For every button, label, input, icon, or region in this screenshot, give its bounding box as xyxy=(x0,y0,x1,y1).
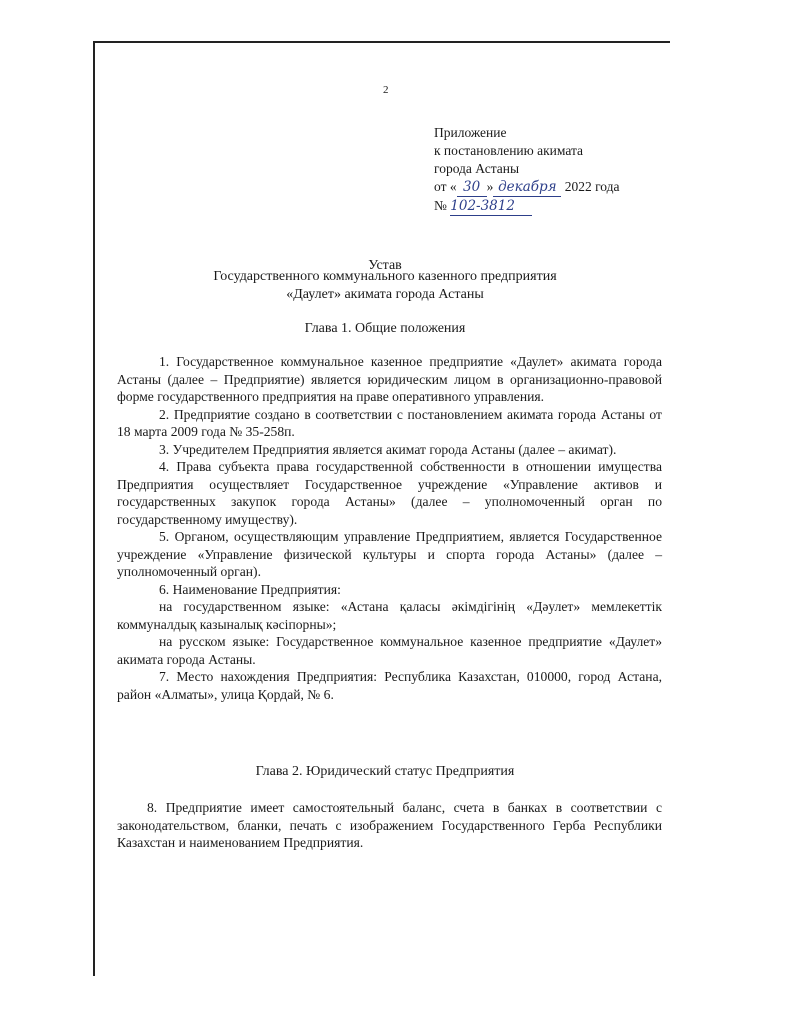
paragraph-6-kz: на государственном языке: «Астана қаласы әкімдігінің «Дәулет» мемлекеттік коммуналдық казыналық кәсіпорны»; xyxy=(117,599,662,632)
date-suffix: 2022 года xyxy=(564,179,620,194)
appendix-number xyxy=(434,197,674,216)
date-prefix: от « xyxy=(434,179,457,194)
handwritten-number: 102-3812 xyxy=(450,197,532,216)
paragraph-6-ru: на русском языке: Государственное коммунальное казенное предприятие «Даулет» акимата города Астаны. xyxy=(117,634,662,667)
handwritten-month: декабря xyxy=(493,178,561,197)
document-subtitle-2: «Даулет» акимата города Астаны xyxy=(286,287,484,302)
paragraph-3: 3. Учредителем Предприятия является акимат города Астаны (далее – акимат). xyxy=(159,441,617,457)
paragraph-1: 1. Государственное коммунальное казенное предприятие «Даулет» акимата города Астаны (далее – Предприятие) является юридическим лицом в организационно-правовой форме государственного предприятия на праве оперативного управления. xyxy=(117,354,662,404)
page-number: 2 xyxy=(383,84,389,96)
appendix-date xyxy=(434,178,674,197)
appendix-line3: города Астаны xyxy=(434,161,520,176)
chapter-1-body xyxy=(117,353,662,703)
paragraph-4: 4. Права субъекта права государственной собственности в отношении имущества Предприятия осуществляет Государственное учреждение «Управление активов и государственных закупок города Астаны» (далее – уполномоченный орган по государственному имуществу). xyxy=(117,459,662,527)
appendix-line1: Приложение xyxy=(434,125,507,140)
handwritten-day: 30 xyxy=(457,178,487,197)
scan-border-left xyxy=(93,41,95,976)
paragraph-8: 8. Предприятие имеет самостоятельный баланс, счета в банках в соответствии с законодательством, бланки, печать с изображением Государственного Герба Республики Казахстан и наименованием Предприятия. xyxy=(117,800,662,850)
document-subtitle-1: Государственного коммунального казенного предприятия xyxy=(213,269,557,284)
chapter-2-body xyxy=(117,799,662,852)
number-prefix: № xyxy=(434,198,447,213)
chapter-1-heading: Глава 1. Общие положения xyxy=(304,321,466,336)
paragraph-5: 5. Органом, осуществляющим управление Предприятием, является Государственное учреждение «Управление физической культуры и спорта города Астаны» (далее – уполномоченный орган). xyxy=(117,529,662,579)
date-mid: » xyxy=(486,179,494,194)
chapter-2-heading: Глава 2. Юридический статус Предприятия xyxy=(255,764,515,779)
appendix-line2: к постановлению акимата xyxy=(434,143,584,158)
appendix-block xyxy=(434,124,674,216)
document-title: Устав xyxy=(368,258,402,273)
paragraph-2: 2. Предприятие создано в соответствии с постановлением акимата города Астаны от 18 марта 2009 года № 35-258п. xyxy=(117,406,662,439)
paragraph-7: 7. Место нахождения Предприятия: Республика Казахстан, 010000, город Астана, район «Алматы», улица Қордай, № 6. xyxy=(117,669,662,702)
paragraph-6: 6. Наименование Предприятия: xyxy=(159,581,341,597)
scan-border-top xyxy=(95,41,670,43)
